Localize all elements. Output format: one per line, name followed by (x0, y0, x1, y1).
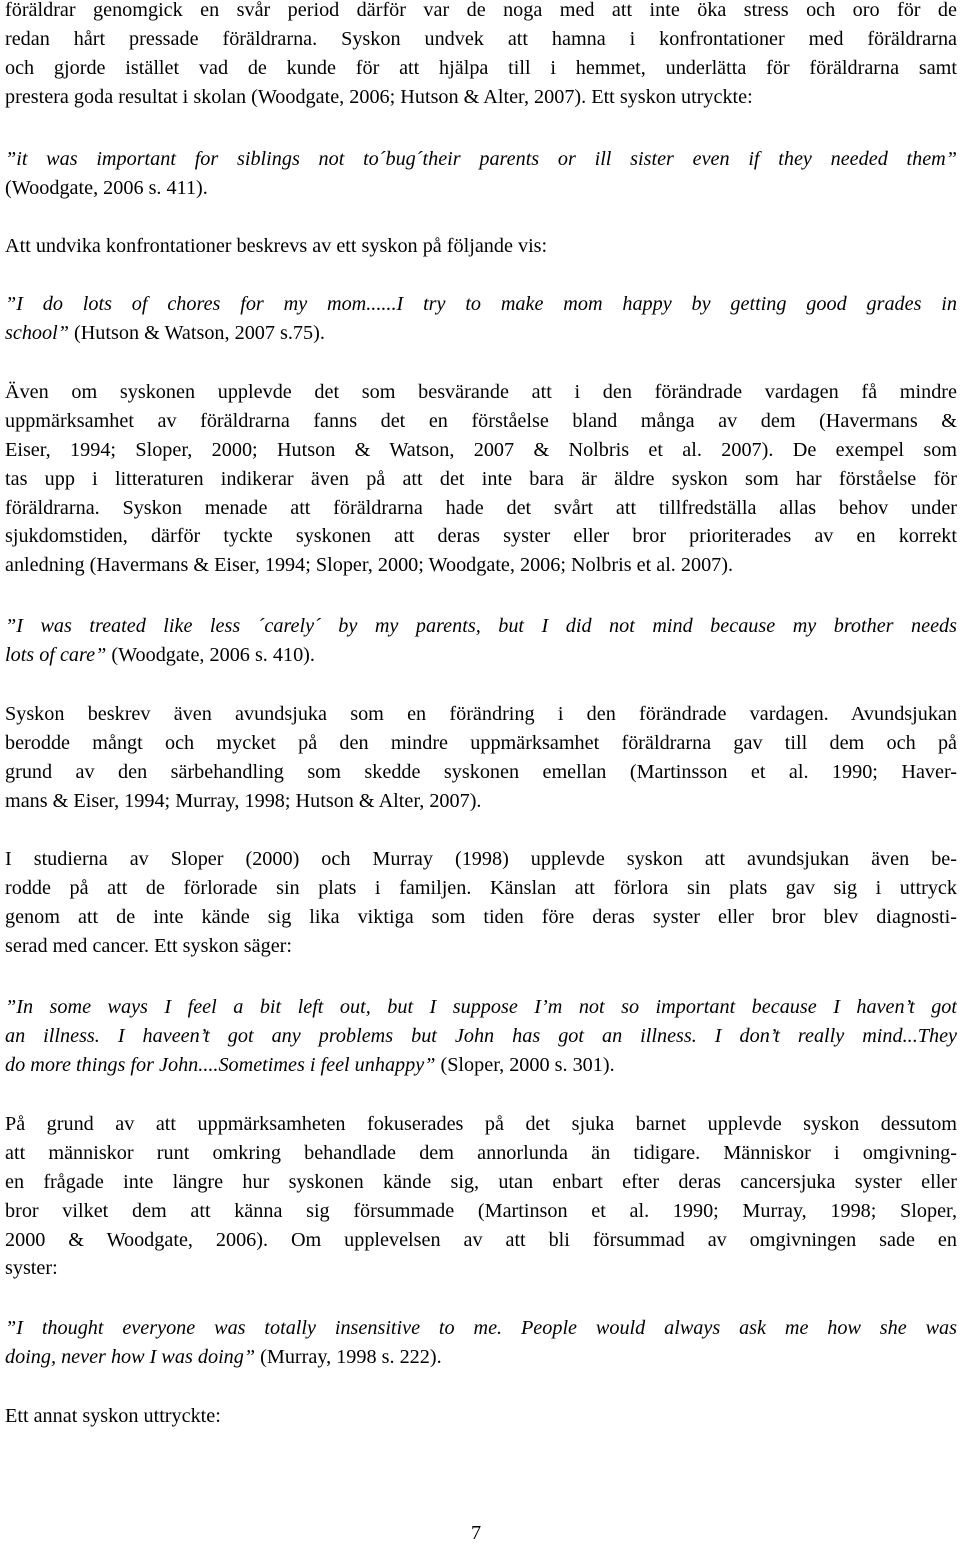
paragraph-7 (5, 700, 957, 816)
text-line: berodde mångt och mycket på den mindre uppmärksamhet föräldrarna gav till dem och på (5, 731, 957, 754)
quote-3 (5, 612, 957, 670)
text-line: och gjorde istället vad de kunde för att hjälpa till i hemmet, underlätta för föräldrarna samt (5, 56, 957, 79)
text-line: tas upp i litteraturen indikerar även på att det inte bara är äldre syskon som har förståelse för (5, 467, 957, 490)
text-line: I studierna av Sloper (2000) och Murray (1998) upplevde syskon att avundsjukan även be- (5, 848, 957, 870)
text-line: syster: (5, 1257, 58, 1280)
text-line: en frågade inte längre hur syskonen kände sig, utan enbart efter deras cancersjuka syster eller (5, 1170, 957, 1193)
text-line: föräldrar genomgick en svår period därför var de noga med att inte öka stress och oro för de (5, 0, 957, 21)
text-line: att människor runt omkring behandlade dem annorlunda än tidigare. Människor i omgivning- (5, 1141, 957, 1164)
quote-text: ”it was important for siblings not to´bug´their parents or ill sister even if they needed them” (5, 148, 957, 170)
text-line: Även om syskonen upplevde det som besvärande att i den förändrade vardagen få mindre (5, 381, 957, 403)
document-page (5, 0, 957, 1550)
quote-reference: (Murray, 1998 s. 222). (255, 1345, 442, 1368)
quote-text: ”I was treated like less ´carely´ by my parents, but I did not mind because my brother needs (5, 615, 957, 637)
text-line: redan hårt pressade föräldrarna. Syskon undvek att hamna i konfrontationer med föräldrarna (5, 27, 957, 50)
paragraph-3 (5, 232, 957, 261)
text-line: serad med cancer. Ett syskon säger: (5, 934, 293, 957)
quote-text: ”I thought everyone was totally insensitive to me. People would always ask me how she was (5, 1317, 957, 1339)
quote-text: do more things for John....Sometimes i feel unhappy” (5, 1053, 436, 1076)
quote-text: ”In some ways I feel a bit left out, but I suppose I’m not so important because I haven’t got (5, 996, 957, 1018)
text-line: bror vilket dem att känna sig försummade (Martinson et al. 1990; Murray, 1998; Sloper, (5, 1199, 957, 1222)
quote-text: school” (5, 321, 69, 344)
text-line: 2000 & Woodgate, 2006). Om upplevelsen av att bli försummad av omgivningen sade en (5, 1228, 957, 1251)
text-line: uppmärksamhet av föräldrarna fanns det en förståelse bland många av dem (Havermans & (5, 409, 957, 432)
quote-reference: (Sloper, 2000 s. 301). (435, 1053, 615, 1076)
quote-line (5, 1051, 957, 1080)
quote-4 (5, 993, 957, 1080)
text-line: prestera goda resultat i skolan (Woodgate, 2006; Hutson & Alter, 2007). Ett syskon utryckte: (5, 85, 753, 108)
text-line: anledning (Havermans & Eiser, 1994; Sloper, 2000; Woodgate, 2006; Nolbris et al. 2007). (5, 554, 734, 577)
page-number: 7 (470, 1522, 482, 1544)
quote-line (5, 1343, 957, 1372)
quote-line (5, 319, 957, 348)
text-line: sjukdomstiden, därför tyckte syskonen att deras syster eller bror prioriterades av en korrekt (5, 525, 957, 548)
text-line: föräldrarna. Syskon menade att föräldrarna hade det svårt att tillfredställa allas behov under (5, 496, 957, 519)
paragraph-1 (5, 0, 957, 112)
text-line: Att undvika konfrontationer beskrevs av ett syskon på följande vis: (5, 235, 548, 257)
text-line: rodde på att de förlorade sin plats i familjen. Känslan att förlora sin plats gav sig i uttryck (5, 876, 957, 899)
text-line: Ett annat syskon uttryckte: (5, 1405, 221, 1427)
text-line: Eiser, 1994; Sloper, 2000; Hutson & Watson, 2007 & Nolbris et al. 2007). De exempel som (5, 438, 957, 461)
quote-line (5, 641, 957, 670)
paragraph-10 (5, 1110, 957, 1283)
quote-5 (5, 1314, 957, 1372)
text-line: genom att de inte kände sig lika viktiga som tiden före deras syster eller bror blev diagnosti- (5, 905, 957, 928)
text-line: Syskon beskrev även avundsjuka som en förändring i den förändrade vardagen. Avundsjukan (5, 703, 957, 725)
text-line: grund av den särbehandling som skedde syskonen emellan (Martinsson et al. 1990; Haver- (5, 760, 957, 783)
text-line: På grund av att uppmärksamheten fokuserades på det sjuka barnet upplevde syskon dessutom (5, 1113, 957, 1135)
paragraph-12 (5, 1402, 957, 1431)
paragraph-5 (5, 378, 957, 580)
paragraph-8 (5, 845, 957, 961)
quote-1 (5, 145, 957, 203)
quote-2 (5, 290, 957, 348)
quote-text: ”I do lots of chores for my mom......I try to make mom happy by getting good grades in (5, 293, 957, 315)
text-line: mans & Eiser, 1994; Murray, 1998; Hutson & Alter, 2007). (5, 789, 482, 812)
quote-reference: (Hutson & Watson, 2007 s.75). (68, 321, 325, 344)
quote-reference: (Woodgate, 2006 s. 411). (5, 176, 208, 199)
quote-reference: (Woodgate, 2006 s. 410). (106, 643, 315, 666)
quote-text: doing, never how I was doing” (5, 1345, 256, 1368)
quote-text: an illness. I haveen’t got any problems but John has got an illness. I don’t really mind...They (5, 1024, 957, 1047)
quote-text: lots of care” (5, 643, 107, 666)
